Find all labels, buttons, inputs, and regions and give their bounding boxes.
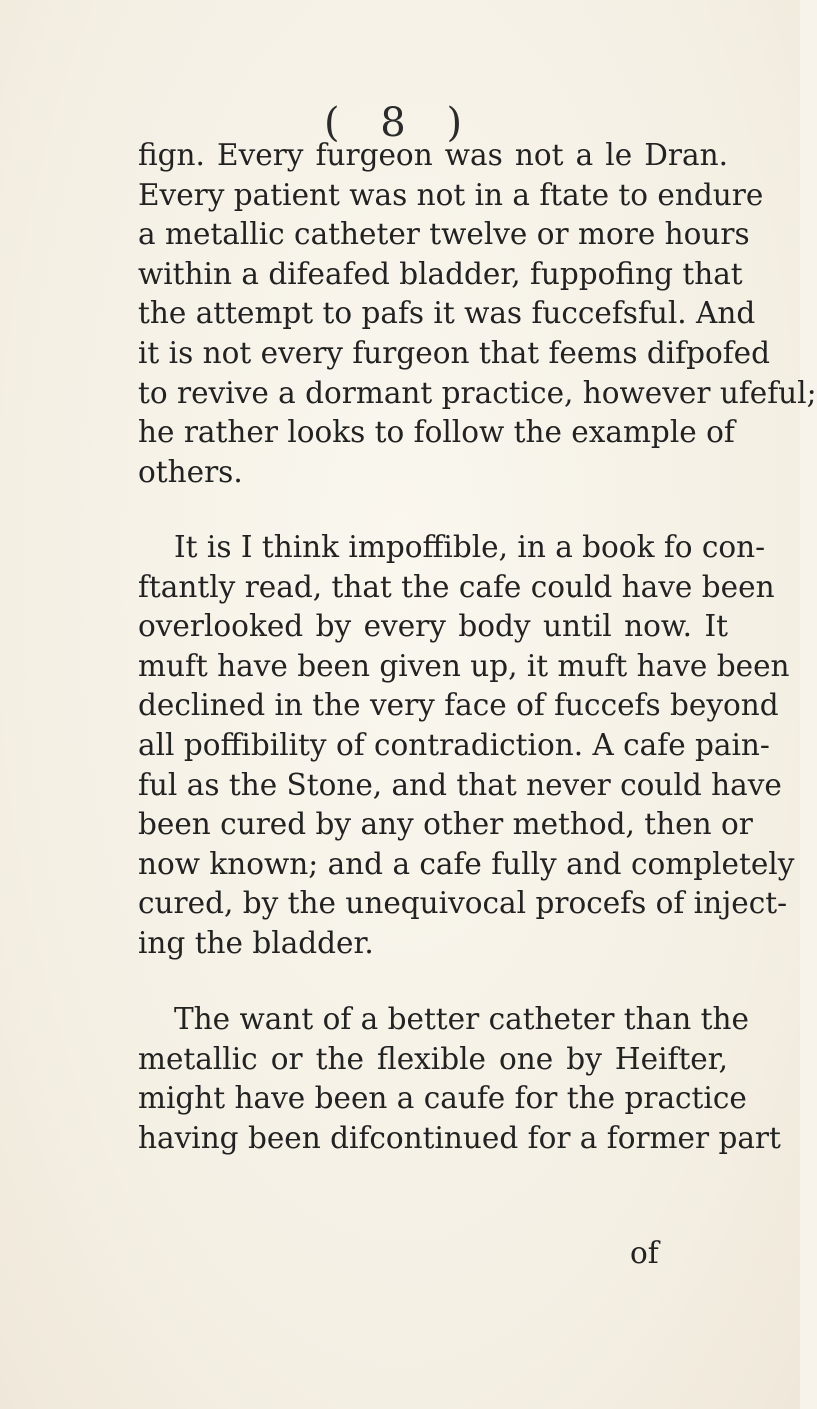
text-line: overlooked by every body until now. It	[138, 609, 728, 644]
text-line: within a difeafed bladder, fuppofing that	[138, 256, 743, 291]
text-line: metallic or the flexible one by Heifter,	[138, 1041, 728, 1076]
text-line: ful as the Stone, and that never could have	[138, 767, 782, 802]
text-line: The want of a better catheter than the	[174, 1002, 749, 1036]
text-line: might have been a caufe for the practice	[138, 1081, 747, 1116]
text-line: been cured by any other method, then or	[138, 807, 753, 842]
text-line: to revive a dormant practice, however ufeful;	[138, 375, 817, 410]
text-line: now known; and a cafe fully and completely	[138, 846, 795, 881]
text-line: It is I think impoffible, in a book fo con-	[174, 530, 766, 564]
text-line: Every patient was not in a ftate to endure	[138, 177, 764, 212]
text-line: it is not every furgeon that feems difpofed	[138, 335, 770, 370]
text-line: cured, by the unequivocal procefs of inject-	[138, 886, 788, 921]
text-line: ftantly read, that the cafe could have been	[138, 569, 775, 604]
text-line: the attempt to pafs it was fuccefsful. And	[138, 296, 756, 331]
text-line: others.	[138, 454, 243, 489]
text-line: fign. Every furgeon was not a le Dran.	[138, 138, 728, 172]
text-line: muft have been given up, it muft have been	[138, 648, 790, 683]
paragraph-1	[138, 136, 817, 492]
text-line: all poffibility of contradiction. A cafe pain-	[138, 727, 770, 762]
text-line: ing the bladder.	[138, 925, 374, 960]
paragraph-3	[138, 1000, 781, 1158]
text-line: declined in the very face of fuccefs beyond	[138, 688, 779, 723]
page-number: ( 8 )	[323, 100, 477, 146]
text-line: a metallic catheter twelve or more hours	[138, 217, 750, 252]
text-line: having been difcontinued for a former part	[138, 1120, 781, 1155]
text-line: he rather looks to follow the example of	[138, 415, 735, 450]
paragraph-2	[138, 528, 795, 964]
catchword: of	[630, 1236, 659, 1270]
